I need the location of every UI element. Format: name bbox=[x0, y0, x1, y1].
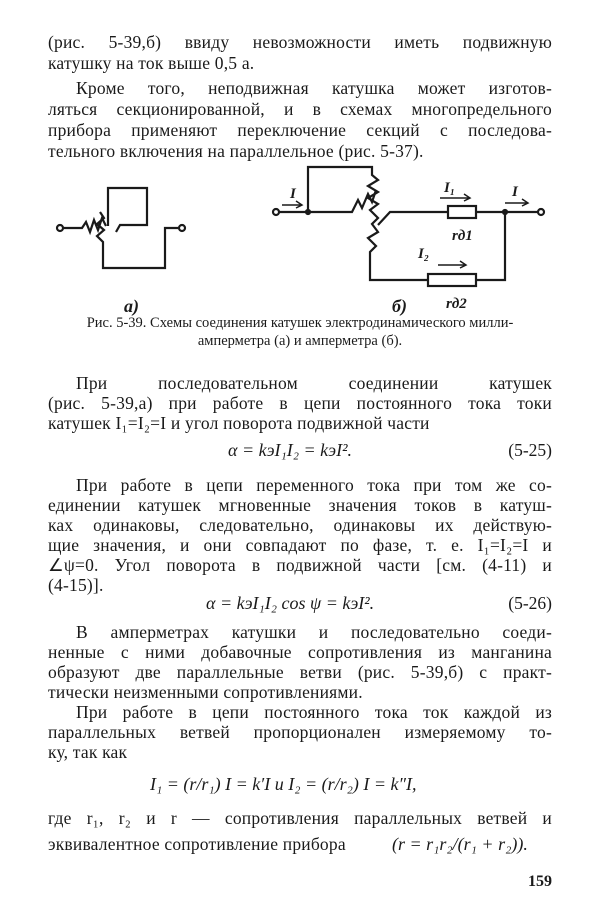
text-line: Кроме того, неподвижная катушка может изготов- bbox=[76, 78, 552, 98]
text-line: ляться секционированной, и в схемах многопредельного bbox=[48, 99, 552, 119]
text-line: катушек I₁=I₂=I и угол поворота подвижной части bbox=[48, 413, 430, 433]
terminal-icon bbox=[273, 209, 279, 215]
arrow-icon bbox=[282, 201, 302, 208]
text-line: (рис. 5-39,б) ввиду невозможности иметь подвижную bbox=[48, 32, 552, 52]
text-line: ку, так как bbox=[48, 742, 128, 762]
text-line: ках одинаковы, следовательно, одинаковы их действую- bbox=[48, 515, 552, 535]
text-line: ∠ψ=0. Угол поворота в подвижной части [см. (4-11) и bbox=[48, 555, 552, 575]
equation-number: (5-26) bbox=[508, 593, 552, 613]
terminal-icon bbox=[57, 225, 63, 231]
circuit-b bbox=[273, 167, 544, 286]
equation-number: (5-25) bbox=[508, 440, 552, 460]
label-r2: rд2 bbox=[446, 296, 467, 312]
circuit-a bbox=[57, 188, 185, 268]
terminal-icon bbox=[179, 225, 185, 231]
equation-5-26: α = kэI₁I₂ cos ψ = kэI². bbox=[206, 593, 375, 613]
equation-branch-currents: I₁ = (r/r₁) I = k′I и I₂ = (r/r₂) I = k″I, bbox=[150, 774, 417, 794]
text-line: (рис. 5-39,а) при работе в цепи постоянного тока токи bbox=[48, 393, 552, 413]
label-r1: rд1 bbox=[452, 228, 473, 244]
label-figure-b: б) bbox=[392, 296, 407, 316]
arrow-icon bbox=[438, 261, 466, 268]
text-line: (4-15)]. bbox=[48, 575, 104, 595]
label-current-out: I bbox=[512, 184, 518, 200]
text-line: где r₁, r₂ и r — сопротивления параллельных ветвей и bbox=[48, 808, 552, 828]
text-line: эквивалентное сопротивление прибора bbox=[48, 834, 346, 854]
text-line: тически неизменными сопротивлениями. bbox=[48, 682, 363, 702]
text-line: щие значения, и они совпадают по фазе, т. е. I₁=I₂=I и bbox=[48, 535, 552, 555]
text-line: В амперметрах катушки и последовательно соеди- bbox=[76, 622, 552, 642]
caption-line: Рис. 5-39. Схемы соединения катушек электродинамического милли- bbox=[86, 315, 514, 331]
page-number: 159 bbox=[528, 873, 552, 890]
text-line: При последовательном соединении катушек bbox=[76, 373, 552, 393]
text-line: ненные с ними добавочные сопротивления из манганина bbox=[48, 642, 552, 662]
arrow-icon bbox=[505, 199, 528, 206]
text-line: При работе в цепи переменного тока при том же со- bbox=[76, 475, 552, 495]
label-current-i1: I₁ bbox=[444, 180, 456, 196]
text-line: катушку на ток выше 0,5 а. bbox=[48, 53, 255, 73]
label-figure-a: а) bbox=[124, 296, 139, 316]
text-line: тельного включения на параллельное (рис. 5-37). bbox=[48, 141, 424, 161]
label-current-i2: I₂ bbox=[418, 246, 430, 262]
label-current-in: I bbox=[290, 186, 296, 202]
text-line: единении катушек мгновенные значения токов в катуш- bbox=[48, 495, 552, 515]
text-line: При работе в цепи постоянного тока ток каждой из bbox=[76, 702, 552, 722]
caption-line: амперметра (а) и амперметра (б). bbox=[197, 333, 403, 349]
text-line: образуют две параллельные ветви (рис. 5-39,б) с практ- bbox=[48, 662, 552, 682]
equation-5-25: α = kэI₁I₂ = kэI². bbox=[228, 440, 352, 460]
terminal-icon bbox=[538, 209, 544, 215]
equation-equivalent-resistance: (r = r₁r₂/(r₁ + r₂)). bbox=[392, 834, 528, 854]
text-line: параллельных ветвей пропорционален измеряемому то- bbox=[48, 722, 552, 742]
text-line: прибора применяют переключение секций с последова- bbox=[48, 120, 552, 140]
